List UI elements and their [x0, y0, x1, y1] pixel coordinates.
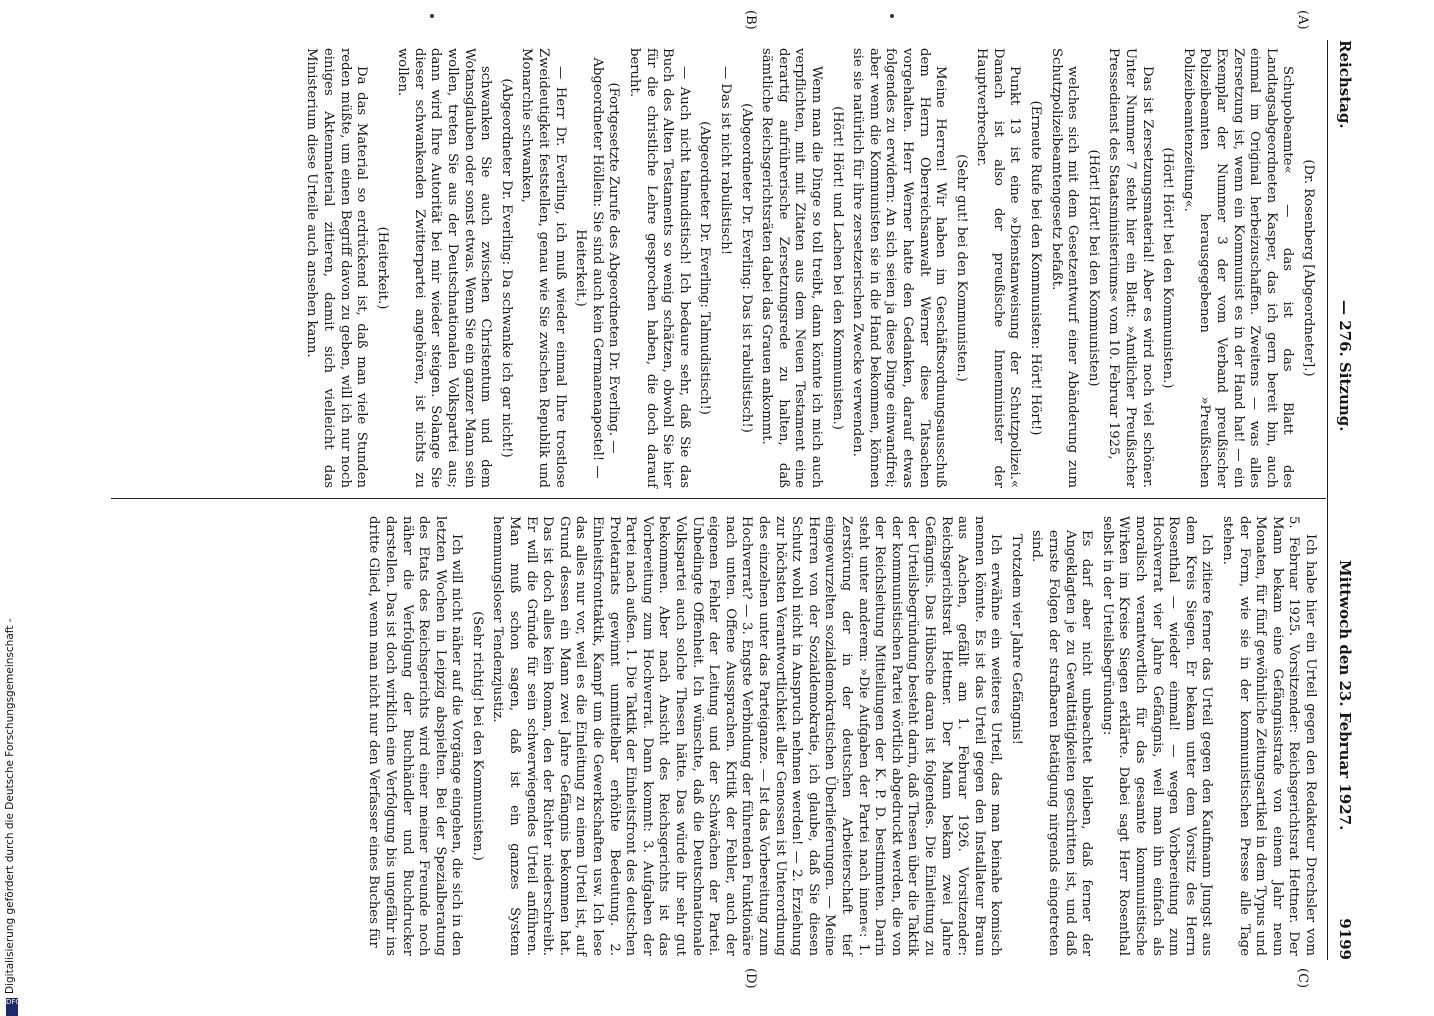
interjection: (Fortgesetzte Zurufe des Abgeordneten Dr. Everling. — Abgeordneter Höllein: Sie sind auch kein Germanenapostel! — Heiterkeit.)	[573, 57, 622, 479]
interjection: (Sehr gut! bei den Kommunisten.)	[953, 154, 969, 382]
margin-letter-d: (D)	[743, 968, 758, 989]
paragraph: welches sich mit dem Gesetzentwurf einer Abänderung zum Schutzpolizeibeamtengesetz befaßt.	[1048, 48, 1081, 488]
paragraph: Ich erwähne ein weiteres Urteil, das man beinahe komisch nennen könnte. Es ist das Urteil gegen den Installateur Braun aus Aachen, gefällt am 1. Februar 1926. Vorsitzender: Reichsgerichtsrat Hettner. Der Mann bekam zwei Jahre Gefängnis. Das Hübsche daran ist folgendes. Die Einleitung zu der Urteilsbegründung besteht darin, daß Thesen über die Taktik der kommunistischen Partei wörtlich abgedruckt werden, die von der Reichsleitung Mitteilungen der K. P. D. bestimmten. Darin steht unter anderem: »Die Aufgaben der Partei nach innen«: 1. Zerstörung der in der deutschen Arbeiterschaft tief eingewurzelten sozialdemokratischen Überlieferungen. — Meine Herren von der Sozialdemokratie, ich glaube, daß Sie diesen Schutz wohl nicht in Anspruch nehmen werden! — 2. Erziehung zur höchsten Verantwortlichkeit aller Genossen ist Unterordnung des einzelnen unter das Parteiganze. — Ist das Vorbereitung zum Hochverrat? — 3. Engste Verbindung der führenden Funktionäre nach unten. Offene Aussprachen. Kritik der Fehler, auch der eigenen Fehler der Leitung und der Schwächen der Partei. Unbedingte Offenheit. Ich wünschte, daß die Deutschnationale Volkspartei auch solche Thesen hätte. Das würde ihr sehr gut bekommen. Aber nach Ansicht des Reichsgerichts ist das Vorbereitung zum Hochverrat. Dann kommt: 3. Aufgaben der Partei nach außen. 1. Die Taktik der Einheitsfront des deutschen Proletariats gewinnt unmittelbar erhöhte Bedeutung. 2. Einheitsfronttaktik, Kampf um die Gewerkschaften usw. Ich lese das alles nur vor, weil es die Einleitung zu einem Urteil ist, auf Grund dessen ein Mann zwei Jahre Gefängnis bekommen hat. Das ist doch alles kein Roman, den der Richter niederschreibt. Er will die Gründe für sein schwerwiegendes Urteil anführen. Man muß schon sagen, daß ist ein ganzes System hemmungsloser Tendenzjustiz.	[490, 516, 1004, 956]
margin-dot	[430, 14, 434, 18]
right-column	[361, 516, 1318, 956]
paragraph: — Auch nicht talmudistisch! Ich bedaure sehr, daß Sie das Buch des Alten Testaments so wenig schätzen, obwohl Sie hier für die christliche Lehre gesprochen haben, die doch darauf beruht.	[627, 48, 692, 488]
paragraph: Trotzdem vier Jahre Gefängnis!	[1008, 534, 1024, 745]
header-publication: Reichstag.	[1336, 40, 1354, 129]
interjection: (Abgeordneter Dr. Everling: Talmudistisch!)	[697, 121, 713, 415]
header-session: — 276. Sitzung.	[1336, 300, 1354, 432]
paragraph: Meine Herren! Wir haben im Geschäftsordnungsausschuß dem Herrn Oberreichsanwalt Werner diese Tatsachen vorgehalten. Herr Werner hatte den Gedanken, darauf etwas folgendes zu erwidern: An sich seien ja diese Dinge einwandfrei; aber wenn die Kommunisten sie in die Hand bekommen, können sie sie natürlich für ihre zersetzerischen Zwecke verwenden.	[850, 48, 949, 488]
header-date: Mittwoch den 23. Februar 1927.	[1336, 560, 1354, 831]
header-rule	[1327, 40, 1328, 960]
quoted-passage: Es darf aber nicht unbeachtet bleiben, daß ferner der Angeklagten je zu Gewalttätigkeiten geschritten ist, und daß ernste Folgen der strafbaren Betätigung nirgends eingetreten sind.	[1029, 530, 1095, 956]
margin-letter-b: (B)	[743, 10, 758, 30]
paragraph: Das ist Zersetzungsmaterial! Aber es wird noch viel schöner. Unter Nummer 7 steht hier ein Blatt: »Amtlicher Preußischer Pressedienst des Staatsministeriums« vom 10. Februar 1925,	[1106, 48, 1155, 488]
column-divider	[111, 498, 1326, 499]
interjection: (Hört! Hört! bei den Kommunisten)	[1085, 149, 1101, 387]
interjection: (Abgeordneter Dr. Everling: Das ist rabulistisch!)	[738, 103, 754, 433]
interjection: (Hört! Hört! bei den Kommunisten.)	[1160, 147, 1176, 389]
dfg-logo: DFG	[6, 998, 18, 1016]
credit-text: Digitalisierung gefördert durch die Deutsche Forschungsgemeinschaft -	[4, 618, 16, 994]
interjection: (Abgeordneter Dr. Everling: Da schwanke ich gar nicht!)	[498, 78, 514, 458]
interjection: (Heiterkeit.)	[374, 226, 390, 310]
speaker-label: (Dr. Rosenberg [Abgeordneter].)	[1301, 159, 1316, 377]
page-number: 9199	[1336, 918, 1354, 960]
interjection: (Erneute Rufe bei den Kommunisten: Hört! Hört!)	[1028, 100, 1044, 436]
paragraph: Da das Material so erdrückend ist, daß man viele Stunden reden müßte, um einen Begriff davon zu geben, will ich nur noch einiges Aktenmaterial zitieren, damit sich vielleicht das Ministerium diese Urteile auch ansehen kann.	[304, 48, 370, 488]
paragraph: Ich zitiere ferner das Urteil gegen den Kaufmann Jungst aus dem Kreis Siegen. Er bekam unter dem Vorsitz des Herrn Rosenthal — wieder einmal! — wegen Vorbereitung zum Hochverrat vier Jahre Gefängnis, weil man ihn einfach als moralisch verantwortlich für das gesamte kommunistische Wirken im Kreise Siegen erklärte. Dabei sagt Herr Rosenthal selbst in der Urteilsbegründung:	[1099, 516, 1215, 956]
paragraph: Wenn man die Dinge so toll treibt, dann könnte ich mich auch verpflichten, mit mit Zitaten aus dem Neuen Testament eine derartig aufrührerische Zersetzungsrede zu halten, daß sämtliche Reichsgerichtsräten dabei das Grauen ankommt.	[759, 48, 824, 488]
paragraph: Ich will nicht näher auf die Vorgänge eingehen, die sich in den letzten Wochen in Leipzig abspielten. Bei der Spezialberatung des Etats des Reichsgerichts wird einer meiner Freunde noch näher die Verfolgung der Buchhändler und Buchdrucker darstellen. Das ist doch wirklich eine Verfolgung bis ungefähr ins dritte Glied, wenn man nicht nur den Verfasser eines Buches für	[366, 516, 465, 956]
paragraph: Ich habe hier ein Urteil gegen den Redakteur Drechsler vom 5. Februar 1925. Vorsitzender: Reichsgerichtsrat Hettner. Der Mann bekam eine Gefängnisstrafe von einem Jahr neun Monaten, für fünf gewöhnliche Zeitungsartikel in dem Typus und der Form, wie sie in der kommunistischen Presse alle Tage stehen.	[1220, 516, 1318, 956]
digitization-credit	[4, 394, 21, 1006]
left-column	[299, 48, 1318, 488]
paragraph: — Herr Dr. Everling, ich muß wieder einmal Ihre trostlose Zweideutigkeit feststellen, genau wie Sie zwischen Republik und Monarchie schwanken,	[519, 48, 568, 488]
page-header	[1330, 40, 1354, 960]
paragraph: schwanken Sie auch zwischen Christentum und dem Wotansglauben oder sonst etwas. Wenn Sie ein ganzer Mann sein wollen, treten Sie aus der Deutschnationalen Volkspartei aus; dann wird Ihre Autorität bei mir wieder steigen. Solange Sie dieser schwankenden Zwitterpartei angehören, ist nichts zu wollen.	[395, 48, 494, 488]
interjection: (Sehr richtig! bei den Kommunisten.)	[469, 611, 485, 861]
margin-dot	[890, 14, 894, 18]
margin-letter-a: (A)	[1295, 10, 1310, 30]
interjection: (Hört! Hört! und Lachen bei den Kommunisten.)	[829, 106, 845, 430]
margin-letter-c: (C)	[1295, 968, 1310, 989]
paragraph: Schupobeamte« — das ist das Blatt des Landtagsabgeordneten Kasper, das ich gern bereit bin, auch einmal im Original herbeizuschaffen. Zweitens — was alles Zersetzung ist, wenn ein Kommunist es in der Hand hat! — ein Exemplar der Nummer 3 der vom Verband preußischer Polizeibeamten herausgegebenen »Preußischen Polizeibeamtenzeitung«.	[1180, 48, 1296, 488]
paragraph: — Das ist nicht rabulistisch!	[718, 66, 733, 256]
paragraph: Punkt 13 ist eine »Dienstanweisung der Schutzpolizei.« Danach ist also der preußische Innenminister der Hauptverbrecher.	[974, 48, 1023, 488]
